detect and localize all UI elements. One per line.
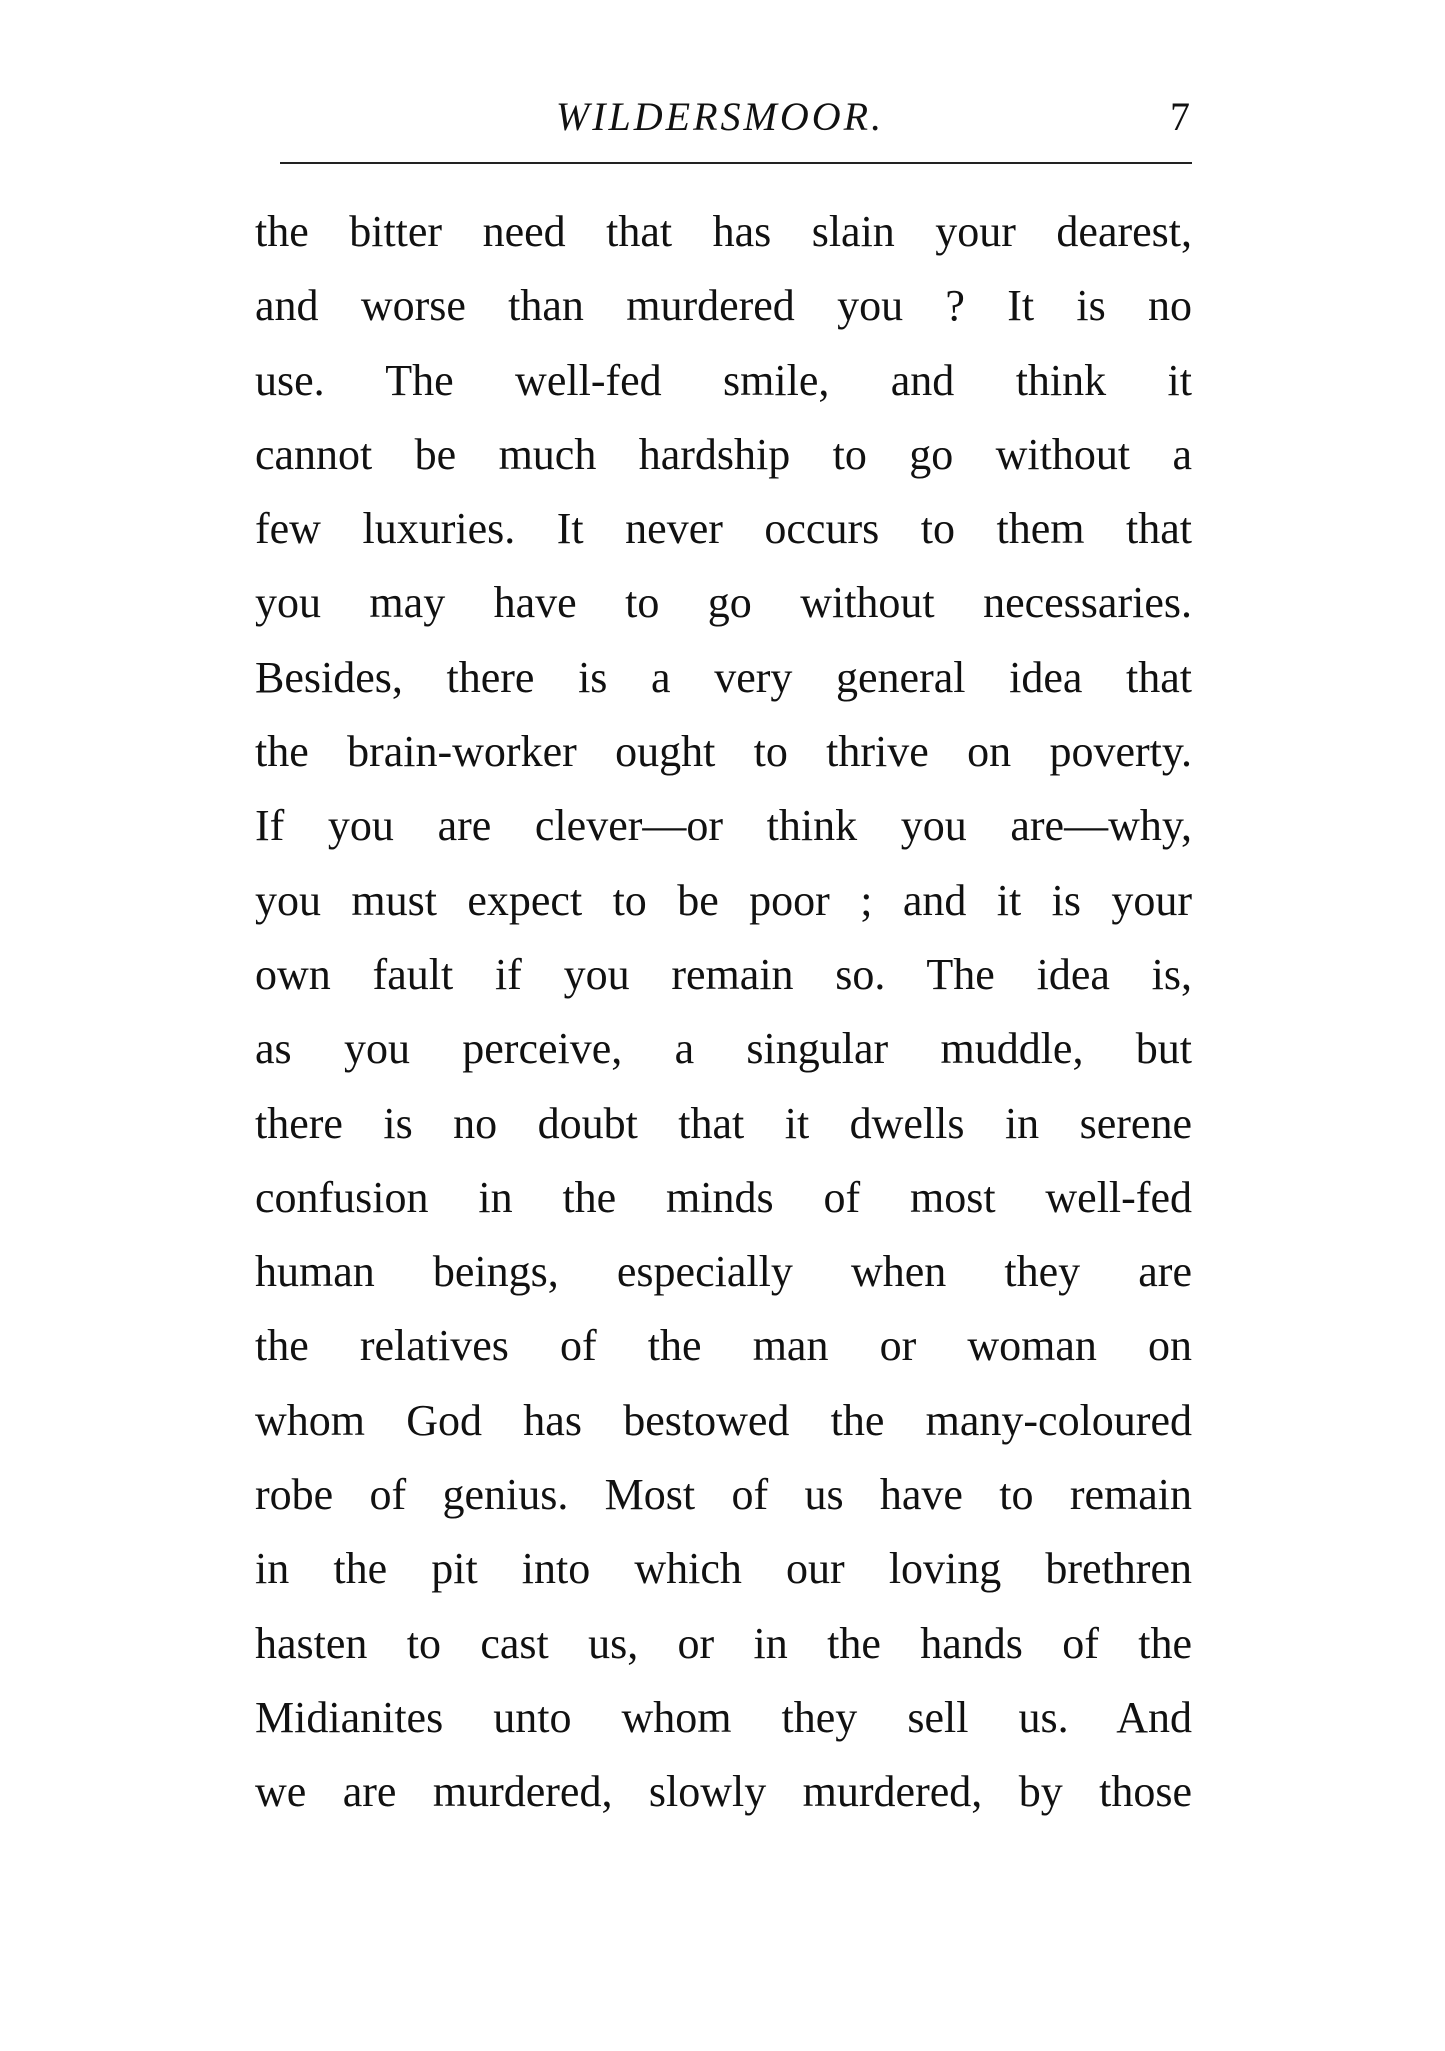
text-line: If you are clever—or think you are—why, — [255, 801, 1192, 851]
text-line: Midianites unto whom they sell us. And — [255, 1692, 1192, 1742]
running-head-title: WILDERSMOOR. — [555, 94, 885, 139]
text-line: robe of genius. Most of us have to remain — [255, 1470, 1192, 1520]
text-line: you may have to go without necessaries. — [255, 578, 1192, 628]
page-number: 7 — [1170, 94, 1190, 139]
text-line: there is no doubt that it dwells in serene — [255, 1098, 1192, 1148]
text-line: own fault if you remain so. The idea is, — [255, 949, 1192, 999]
text-line: Besides, there is a very general idea that — [255, 652, 1192, 702]
text-line: the bitter need that has slain your dearest, — [255, 207, 1192, 256]
header-rule — [280, 162, 1192, 164]
text-line: hasten to cast us, or in the hands of the — [255, 1618, 1192, 1668]
text-line: the relatives of the man or woman on — [255, 1321, 1192, 1371]
text-line: few luxuries. It never occurs to them that — [255, 504, 1192, 554]
text-line: cannot be much hardship to go without a — [255, 429, 1192, 479]
running-head — [250, 92, 1190, 142]
text-line: and worse than murdered you ? It is no — [255, 281, 1192, 331]
text-line: you must expect to be poor ; and it is your — [255, 875, 1192, 925]
text-line: whom God has bestowed the many-coloured — [255, 1395, 1192, 1445]
text-line: we are murdered, slowly murdered, by those — [255, 1767, 1192, 1817]
text-line: the brain-worker ought to thrive on poverty. — [255, 727, 1192, 777]
body-text — [255, 195, 1192, 1830]
text-line: use. The well-fed smile, and think it — [255, 355, 1192, 405]
text-line: as you perceive, a singular muddle, but — [255, 1024, 1192, 1074]
text-line: confusion in the minds of most well-fed — [255, 1172, 1192, 1222]
text-line: human beings, especially when they are — [255, 1247, 1192, 1297]
text-line: in the pit into which our loving brethren — [255, 1544, 1192, 1594]
